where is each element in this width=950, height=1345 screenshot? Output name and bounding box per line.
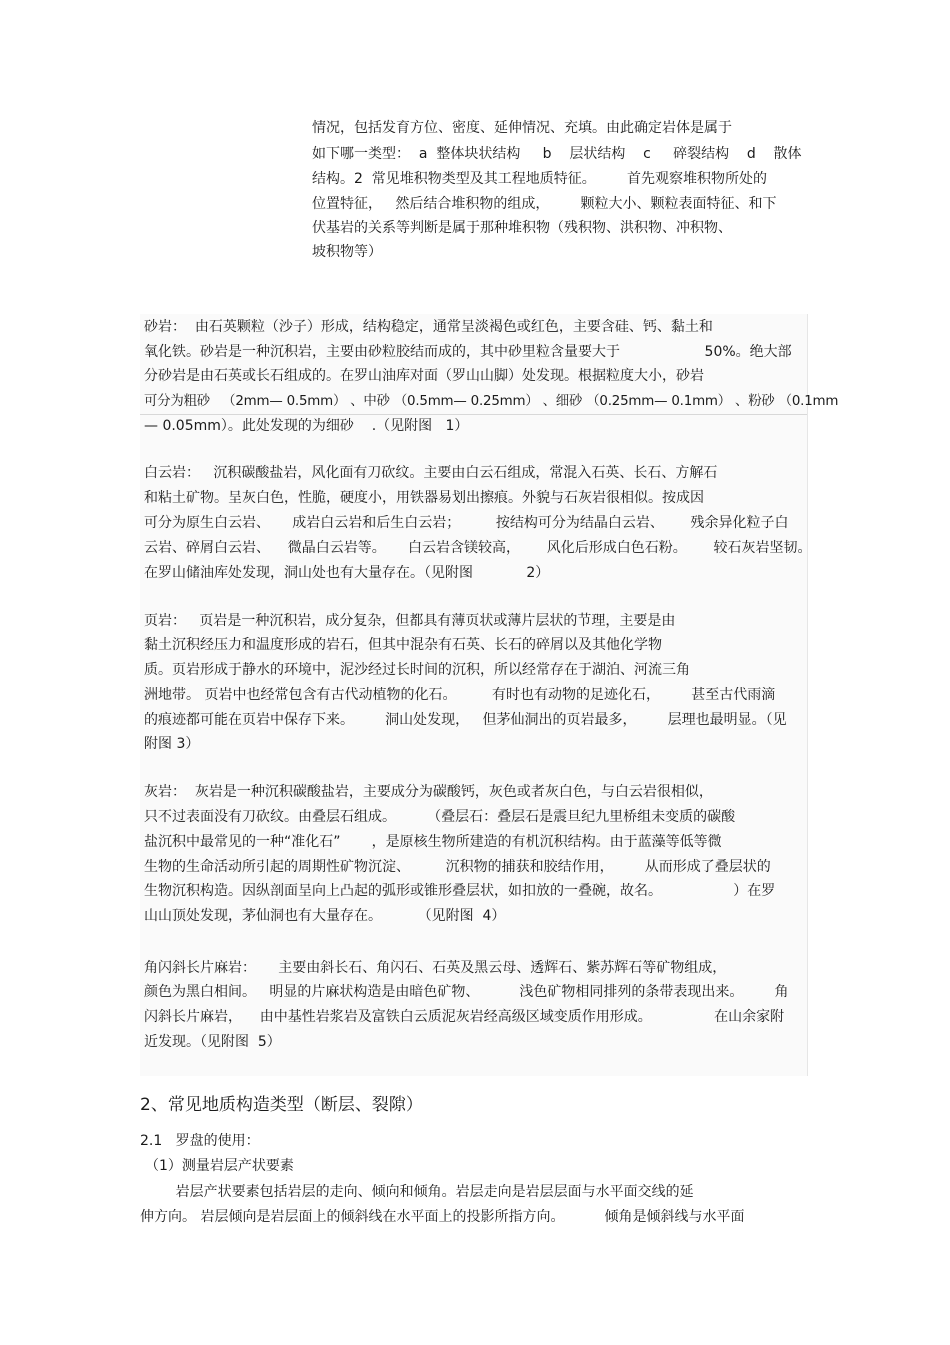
intro-line: 位置特征， 然后结合堆积物的组成， 颗粒大小、颗粒表面特征、和下 bbox=[312, 196, 777, 212]
divider bbox=[140, 414, 807, 415]
limestone-line: 只不过表面没有刀砍纹。由叠层石组成。 （叠层石：叠层石是震旦纪九里桥组未变质的碳酸 bbox=[144, 809, 736, 825]
limestone-line: 山山顶处发现，茅仙洞也有大量存在。 （见附图 4） bbox=[144, 908, 506, 924]
shale-line: 洲地带。 页岩中也经常包含有古代动植物的化石。 有时也有动物的足迹化石， 甚至古代雨滴 bbox=[144, 687, 776, 703]
dolomite-line: 云岩、碎屑白云岩、 微晶白云岩等。 白云岩含镁较高， 风化后形成白色石粉。 较石灰岩坚韧。 bbox=[144, 540, 812, 556]
limestone-line: 生物的生命活动所引起的周期性矿物沉淀、 沉积物的捕获和胶结作用， 从而形成了叠层状的 bbox=[144, 859, 771, 875]
intro-line: 情况，包括发育方位、密度、延伸情况、充填。由此确定岩体是属于 bbox=[312, 120, 732, 136]
shale-line: 附图 3） bbox=[144, 736, 200, 752]
dolomite-line: 和粘土矿物。呈灰白色，性脆，硬度小，用铁器易划出擦痕。外貌与石灰岩很相似。按成因 bbox=[144, 490, 704, 506]
shale-line: 页岩： 页岩是一种沉积岩，成分复杂，但都具有薄页状或薄片层状的节理，主要是由 bbox=[144, 613, 676, 629]
sandstone-line: 分砂岩是由石英或长石组成的。在罗山油库对面（罗山山脚）处发现。根据粒度大小，砂岩 bbox=[144, 368, 704, 384]
paragraph-line: 岩层产状要素包括岩层的走向、倾向和倾角。岩层走向是岩层层面与水平面交线的延 bbox=[140, 1184, 694, 1200]
sandstone-line: 砂岩： 由石英颗粒（沙子）形成，结构稳定，通常呈淡褐色或红色，主要含硅、钙、黏土和 bbox=[144, 319, 713, 335]
shale-line: 黏土沉积经压力和温度形成的岩石，但其中混杂有石英、长石的碎屑以及其他化学物 bbox=[144, 637, 662, 653]
intro-line: 结构。2 常见堆积物类型及其工程地质特征。 首先观察堆积物所处的 bbox=[312, 171, 767, 187]
limestone-line: 灰岩： 灰岩是一种沉积碳酸盐岩，主要成分为碳酸钙，灰色或者灰白色，与白云岩很相似， bbox=[144, 784, 713, 800]
gneiss-line: 闪斜长片麻岩， 由中基性岩浆岩及富铁白云质泥灰岩经高级区域变质作用形成。 在山余家附 bbox=[144, 1009, 785, 1025]
subsection-item: （1）测量岩层产状要素 bbox=[145, 1158, 294, 1174]
shale-line: 质。页岩形成于静水的环境中，泥沙经过长时间的沉积，所以经常存在于湖泊、河流三角 bbox=[144, 662, 690, 678]
gneiss-line: 角闪斜长片麻岩： 主要由斜长石、角闪石、石英及黑云母、透辉石、紫苏辉石等矿物组成， bbox=[144, 960, 727, 976]
limestone-line: 生物沉积构造。因纵剖面呈向上凸起的弧形或锥形叠层状，如扣放的一叠碗，故名。 ）在罗 bbox=[144, 883, 776, 899]
gneiss-line: 近发现。（见附图 5） bbox=[144, 1034, 281, 1050]
paragraph-line: 伸方向。 岩层倾向是岩层面上的倾斜线在水平面上的投影所指方向。 倾角是倾斜线与水平面 bbox=[140, 1209, 745, 1225]
dolomite-line: 白云岩： 沉积碳酸盐岩，风化面有刀砍纹。主要由白云石组成，常混入石英、长石、方解石 bbox=[144, 465, 718, 481]
shale-line: 的痕迹都可能在页岩中保存下来。 洞山处发现， 但茅仙洞出的页岩最多， 层理也最明显。（见 bbox=[144, 712, 787, 728]
limestone-line: 盐沉积中最常见的一种“准化石” ，是原核生物所建造的有机沉积结构。由于蓝藻等低等微 bbox=[144, 834, 722, 850]
intro-line: 如下哪一类型： a 整体块状结构 b 层状结构 c 碎裂结构 d 散体 bbox=[312, 146, 802, 162]
sandstone-line: 氧化铁。砂岩是一种沉积岩，主要由砂粒胶结而成的，其中砂里粒含量要大于 50%。绝大部 bbox=[144, 344, 792, 360]
sandstone-line: 可分为粗砂 （2mm— 0.5mm） 、中砂 （0.5mm— 0.25mm） 、细砂 （0.25mm— 0.1mm） 、粉砂 （0.1mm bbox=[144, 394, 839, 409]
dolomite-line: 在罗山储油库处发现，洞山处也有大量存在。（见附图 2） bbox=[144, 565, 550, 581]
intro-line: 伏基岩的关系等判断是属于那种堆积物（残积物、洪积物、冲积物、 bbox=[312, 220, 732, 236]
rock-descriptions-box bbox=[140, 314, 839, 1076]
dolomite-line: 可分为原生白云岩、 成岩白云岩和后生白云岩； 按结构可分为结晶白云岩、 残余异化粒子白 bbox=[144, 515, 789, 531]
section-heading: 2、常见地质构造类型（断层、裂隙） bbox=[140, 1095, 423, 1115]
gneiss-line: 颜色为黑白相间。 明显的片麻状构造是由暗色矿物、 浅色矿物相同排列的条带表现出来。 角 bbox=[144, 984, 789, 1000]
subsection-heading: 2.1 罗盘的使用： bbox=[140, 1133, 260, 1149]
sandstone-line: — 0.05mm）。此处发现的为细砂 .（见附图 1） bbox=[144, 418, 469, 434]
intro-line: 坡积物等） bbox=[312, 244, 382, 260]
